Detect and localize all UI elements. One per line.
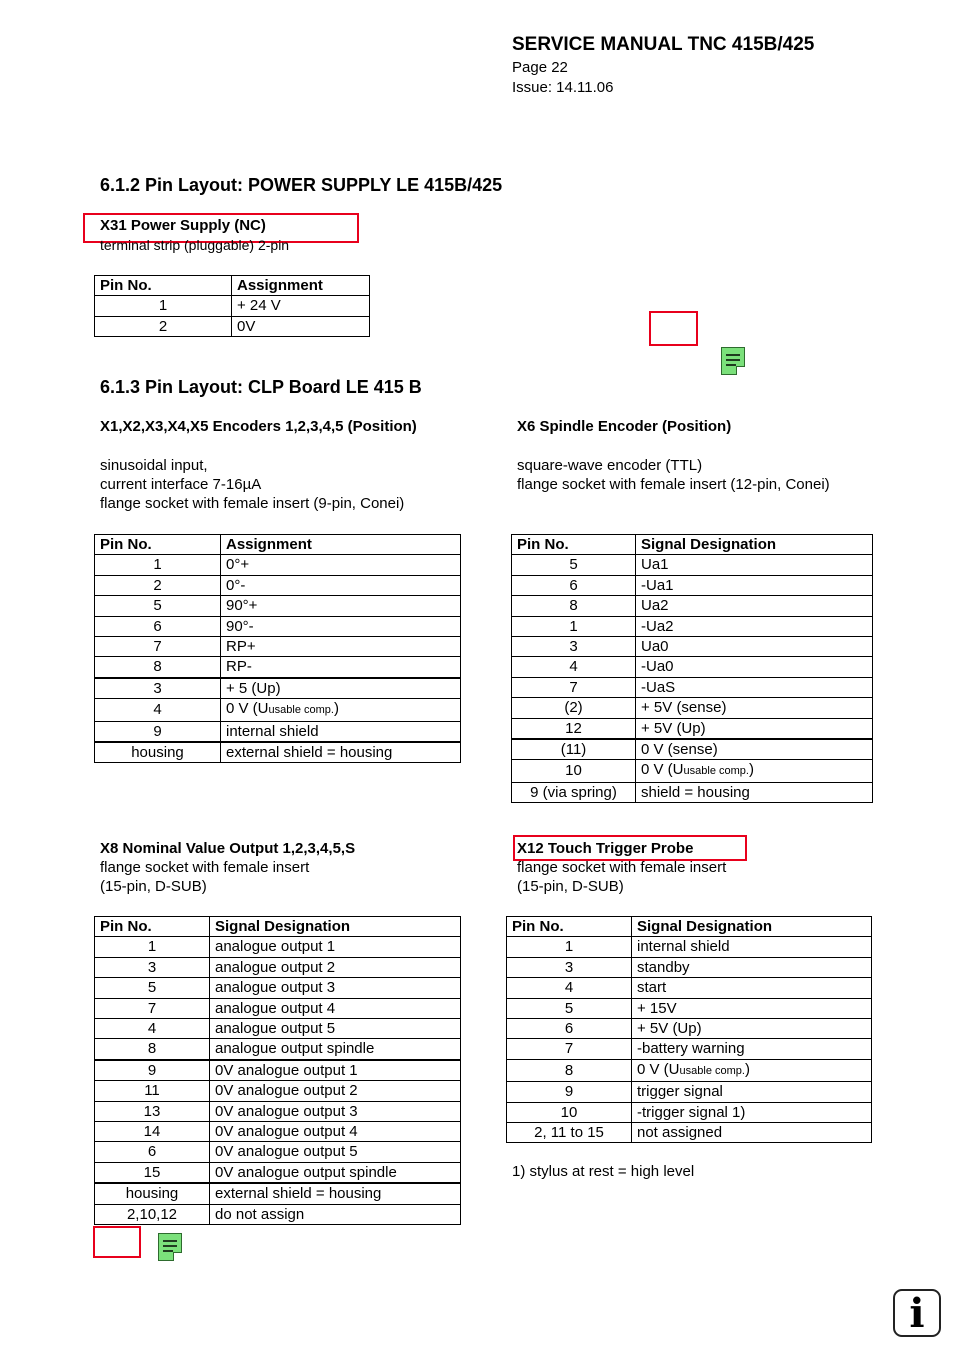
pin-number: (11)	[512, 739, 636, 760]
signal-designation: -trigger signal 1)	[632, 1102, 872, 1122]
signal-designation: external shield = housing	[210, 1183, 461, 1204]
signal-designation: start	[632, 978, 872, 998]
x12-description-1: flange socket with female insert	[517, 859, 727, 876]
pin-number: 8	[507, 1059, 632, 1081]
pin-number: 6	[95, 1142, 210, 1162]
table-row	[95, 1183, 461, 1204]
table-row	[95, 1019, 461, 1039]
table-row	[512, 698, 873, 718]
signal-designation: 0V	[232, 316, 370, 336]
table-row	[95, 1081, 461, 1101]
table-row	[95, 957, 461, 977]
signal-designation: 0°-	[221, 575, 461, 595]
pin-number: 6	[95, 616, 221, 636]
x1-description-3: flange socket with female insert (9-pin, Conei)	[100, 495, 405, 512]
signal-designation: analogue output 2	[210, 957, 461, 977]
pin-number: 7	[512, 677, 636, 697]
pin-number: 1	[507, 937, 632, 957]
signal-designation: 0 V (Uusable comp.)	[636, 760, 873, 782]
x12-title: X12 Touch Trigger Probe	[517, 840, 694, 857]
x1-title: X1,X2,X3,X4,X5 Encoders 1,2,3,4,5 (Position)	[100, 418, 417, 435]
page-number: Page 22	[512, 59, 568, 76]
table-row	[507, 1039, 872, 1059]
table-row	[512, 555, 873, 575]
pin-number: 1	[95, 296, 232, 316]
pin-number: 12	[512, 718, 636, 739]
pin-number: 4	[95, 699, 221, 721]
table-row	[512, 718, 873, 739]
pin-number: 10	[507, 1102, 632, 1122]
x6-title: X6 Spindle Encoder (Position)	[517, 418, 732, 435]
column-header-assignment: Assignment	[221, 535, 461, 555]
x31-pin-table	[94, 275, 370, 337]
pin-number: 8	[95, 657, 221, 678]
table-row	[95, 1142, 461, 1162]
signal-designation: 0 V (Uusable comp.)	[221, 699, 461, 721]
table-row	[507, 1123, 872, 1143]
pin-number: 4	[507, 978, 632, 998]
signal-designation: -Ua0	[636, 657, 873, 677]
column-header-signal: Signal Designation	[636, 535, 873, 555]
signal-designation: Ua2	[636, 596, 873, 616]
x1-description-2: current interface 7-16µA	[100, 476, 262, 493]
pin-number: 6	[512, 575, 636, 595]
signal-designation: analogue output 1	[210, 937, 461, 957]
x8-pin-table	[94, 916, 461, 1225]
x31-title: X31 Power Supply (NC)	[100, 217, 266, 234]
note-icon[interactable]	[721, 347, 745, 375]
pin-number: 11	[95, 1081, 210, 1101]
pin-number: 15	[95, 1162, 210, 1183]
signal-designation: 0V analogue output 2	[210, 1081, 461, 1101]
table-row	[95, 678, 461, 699]
signal-designation: 0V analogue output 4	[210, 1122, 461, 1142]
pin-number: 4	[95, 1019, 210, 1039]
signal-designation: -Ua2	[636, 616, 873, 636]
x8-description-1: flange socket with female insert	[100, 859, 310, 876]
table-row	[95, 699, 461, 721]
pin-number: 10	[512, 760, 636, 782]
pin-number: 4	[512, 657, 636, 677]
table-row	[95, 937, 461, 957]
pin-number: 3	[95, 678, 221, 699]
issue-date: Issue: 14.11.06	[512, 79, 614, 96]
table-row	[95, 596, 461, 616]
table-row	[95, 721, 461, 742]
signal-designation: -Ua1	[636, 575, 873, 595]
x8-description-2: (15-pin, D-SUB)	[100, 878, 207, 895]
signal-designation: 0V analogue output spindle	[210, 1162, 461, 1183]
column-header-signal: Signal Designation	[632, 917, 872, 937]
signal-designation: + 24 V	[232, 296, 370, 316]
signal-designation: 0 V (sense)	[636, 739, 873, 760]
signal-designation: analogue output 5	[210, 1019, 461, 1039]
x1-description-1: sinusoidal input,	[100, 457, 208, 474]
signal-designation: trigger signal	[632, 1082, 872, 1102]
table-row	[512, 596, 873, 616]
signal-designation: -UaS	[636, 677, 873, 697]
table-row	[95, 1162, 461, 1183]
signal-designation: 0V analogue output 5	[210, 1142, 461, 1162]
table-row	[95, 657, 461, 678]
section-heading-6-1-3: 6.1.3 Pin Layout: CLP Board LE 415 B	[100, 377, 422, 397]
table-row	[95, 637, 461, 657]
column-header-assignment: Assignment	[232, 276, 370, 296]
table-row	[95, 575, 461, 595]
pin-number: 7	[507, 1039, 632, 1059]
signal-designation: Ua0	[636, 637, 873, 657]
signal-designation: 0V analogue output 1	[210, 1060, 461, 1081]
table-row	[95, 1101, 461, 1121]
table-row	[507, 1059, 872, 1081]
table-row	[512, 782, 873, 802]
table-row	[507, 1102, 872, 1122]
table-row	[95, 978, 461, 998]
table-row	[95, 1060, 461, 1081]
table-row	[512, 616, 873, 636]
pin-number: 5	[507, 998, 632, 1018]
signal-designation: 0°+	[221, 555, 461, 575]
pin-number: 14	[95, 1122, 210, 1142]
signal-designation: 90°+	[221, 596, 461, 616]
table-row	[507, 978, 872, 998]
annotation-box-bottom[interactable]	[93, 1226, 141, 1258]
pin-number: 1	[512, 616, 636, 636]
x6-description-2: flange socket with female insert (12-pin, Conei)	[517, 476, 830, 493]
column-header-pin: Pin No.	[95, 917, 210, 937]
table-row	[95, 555, 461, 575]
x6-pin-table	[511, 534, 873, 803]
table-row	[95, 316, 370, 336]
table-row	[95, 296, 370, 316]
column-header-pin: Pin No.	[512, 535, 636, 555]
x8-title: X8 Nominal Value Output 1,2,3,4,5,S	[100, 840, 356, 857]
signal-designation: shield = housing	[636, 782, 873, 802]
info-icon[interactable]: i	[893, 1289, 941, 1337]
pin-number: 1	[95, 555, 221, 575]
table-row	[512, 760, 873, 782]
pin-number: 3	[95, 957, 210, 977]
x6-description-1: square-wave encoder (TTL)	[517, 457, 703, 474]
pin-number: 3	[507, 957, 632, 977]
annotation-box[interactable]	[649, 311, 698, 346]
table-row	[512, 657, 873, 677]
pin-number: housing	[95, 1183, 210, 1204]
signal-designation: internal shield	[221, 721, 461, 742]
pin-number: 2, 11 to 15	[507, 1123, 632, 1143]
pin-number: 1	[95, 937, 210, 957]
x1-pin-table	[94, 534, 461, 763]
manual-title: SERVICE MANUAL TNC 415B/425	[512, 34, 815, 55]
x12-description-2: (15-pin, D-SUB)	[517, 878, 624, 895]
signal-designation: + 5V (sense)	[636, 698, 873, 718]
x31-description: terminal strip (pluggable) 2-pin	[100, 237, 290, 253]
signal-designation: -battery warning	[632, 1039, 872, 1059]
table-row	[95, 1204, 461, 1224]
pin-number: 5	[95, 978, 210, 998]
column-header-pin: Pin No.	[507, 917, 632, 937]
table-row	[512, 677, 873, 697]
pin-number: 13	[95, 1101, 210, 1121]
column-header-pin: Pin No.	[95, 535, 221, 555]
pin-number: 2	[95, 575, 221, 595]
pin-number: 8	[512, 596, 636, 616]
pin-number: 8	[95, 1039, 210, 1060]
signal-designation: 90°-	[221, 616, 461, 636]
x12-footnote: 1) stylus at rest = high level	[512, 1163, 695, 1180]
signal-designation: + 5V (Up)	[636, 718, 873, 739]
signal-designation: standby	[632, 957, 872, 977]
pin-number: 9 (via spring)	[512, 782, 636, 802]
pin-number: 5	[95, 596, 221, 616]
signal-designation: analogue output 4	[210, 998, 461, 1018]
signal-designation: analogue output 3	[210, 978, 461, 998]
x12-pin-table	[506, 916, 872, 1143]
table-row	[95, 1039, 461, 1060]
pin-number: 7	[95, 637, 221, 657]
table-row	[507, 1082, 872, 1102]
signal-designation: + 5V (Up)	[632, 1019, 872, 1039]
signal-designation: RP-	[221, 657, 461, 678]
pin-number: (2)	[512, 698, 636, 718]
signal-designation: + 15V	[632, 998, 872, 1018]
table-row	[507, 1019, 872, 1039]
table-row	[95, 1122, 461, 1142]
signal-designation: 0V analogue output 3	[210, 1101, 461, 1121]
signal-designation: analogue output spindle	[210, 1039, 461, 1060]
signal-designation: 0 V (Uusable comp.)	[632, 1059, 872, 1081]
pin-number: 3	[512, 637, 636, 657]
pin-number: 7	[95, 998, 210, 1018]
signal-designation: internal shield	[632, 937, 872, 957]
pin-number: 2,10,12	[95, 1204, 210, 1224]
signal-designation: RP+	[221, 637, 461, 657]
signal-designation: external shield = housing	[221, 742, 461, 763]
column-header-pin: Pin No.	[95, 276, 232, 296]
pin-number: 2	[95, 316, 232, 336]
signal-designation: + 5 (Up)	[221, 678, 461, 699]
table-row	[507, 957, 872, 977]
pin-number: 9	[95, 721, 221, 742]
table-row	[512, 739, 873, 760]
table-row	[512, 575, 873, 595]
signal-designation: do not assign	[210, 1204, 461, 1224]
table-row	[507, 937, 872, 957]
signal-designation: not assigned	[632, 1123, 872, 1143]
note-icon[interactable]	[158, 1233, 182, 1261]
section-heading-6-1-2: 6.1.2 Pin Layout: POWER SUPPLY LE 415B/425	[100, 175, 503, 195]
pin-number: 6	[507, 1019, 632, 1039]
table-row	[507, 998, 872, 1018]
pin-number: 9	[507, 1082, 632, 1102]
table-row	[95, 742, 461, 763]
table-row	[512, 637, 873, 657]
table-row	[95, 616, 461, 636]
pin-number: 9	[95, 1060, 210, 1081]
column-header-signal: Signal Designation	[210, 917, 461, 937]
pin-number: 5	[512, 555, 636, 575]
pin-number: housing	[95, 742, 221, 763]
signal-designation: Ua1	[636, 555, 873, 575]
table-row	[95, 998, 461, 1018]
